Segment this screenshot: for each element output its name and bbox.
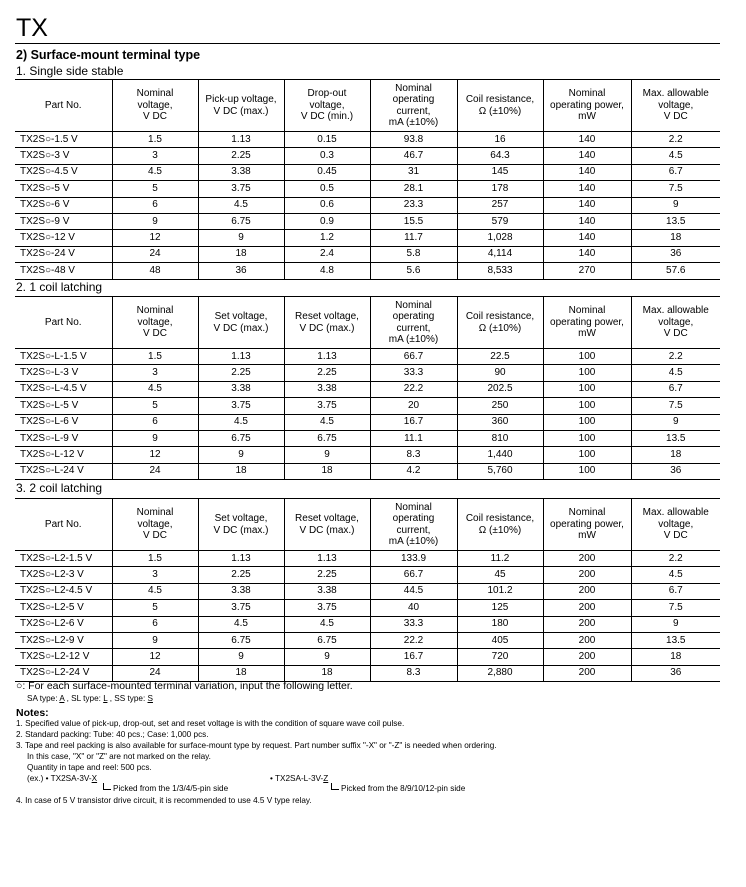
value-cell: 5 [112, 181, 198, 197]
value-cell: 4.5 [284, 616, 370, 632]
value-cell: 7.5 [631, 181, 720, 197]
column-header: Nominal operating power, mW [543, 80, 631, 132]
table-row [15, 213, 720, 229]
value-cell: 4.5 [631, 567, 720, 583]
value-cell: 405 [457, 632, 543, 648]
part-number-cell: TX2S○-L2-6 V [15, 616, 112, 632]
table-row [15, 463, 720, 479]
value-cell: 200 [543, 616, 631, 632]
value-cell: 140 [543, 164, 631, 180]
value-cell: 28.1 [370, 181, 457, 197]
value-cell: 24 [112, 246, 198, 262]
table-row [15, 616, 720, 632]
part-number-cell: TX2S○-L2-3 V [15, 567, 112, 583]
part-number-cell: TX2S○-4.5 V [15, 164, 112, 180]
value-cell: 3 [112, 148, 198, 164]
value-cell: 13.5 [631, 213, 720, 229]
value-cell: 18 [631, 649, 720, 665]
column-header: Reset voltage, V DC (max.) [284, 499, 370, 551]
value-cell: 0.5 [284, 181, 370, 197]
column-header: Coil resistance, Ω (±10%) [457, 499, 543, 551]
value-cell: 16.7 [370, 649, 457, 665]
footnote-variation: ○: For each surface-mounted terminal variation, input the following letter. [16, 680, 353, 692]
value-cell: 0.6 [284, 197, 370, 213]
value-cell: 2.2 [631, 551, 720, 567]
value-cell: 6.7 [631, 583, 720, 599]
value-cell: 9 [112, 213, 198, 229]
example-prefix: (ex.) • [27, 774, 51, 783]
bracket-pointer-icon [103, 783, 111, 790]
value-cell: 3.75 [284, 398, 370, 414]
table-row [15, 632, 720, 648]
table-row [15, 181, 720, 197]
column-header: Reset voltage, V DC (max.) [284, 297, 370, 349]
value-cell: 6.75 [284, 632, 370, 648]
value-cell: 3.38 [284, 583, 370, 599]
value-cell: 810 [457, 430, 543, 446]
value-cell: 12 [112, 230, 198, 246]
value-cell: 3.75 [284, 600, 370, 616]
value-cell: 2.25 [198, 148, 284, 164]
value-cell: 180 [457, 616, 543, 632]
column-header: Max. allowable voltage, V DC [631, 297, 720, 349]
value-cell: 4.5 [198, 414, 284, 430]
value-cell: 100 [543, 430, 631, 446]
value-cell: 0.45 [284, 164, 370, 180]
value-cell: 9 [198, 649, 284, 665]
value-cell: 45 [457, 567, 543, 583]
value-cell: 4.8 [284, 263, 370, 279]
note-1: 1. Specified value of pick-up, drop-out, set and reset voltage is with the condition of square wave coil pulse. [16, 719, 405, 728]
value-cell: 5,760 [457, 463, 543, 479]
part-number-cell: TX2S○-L-5 V [15, 398, 112, 414]
note-3-quantity: Quantity in tape and reel: 500 pcs. [27, 763, 152, 772]
table-row [15, 365, 720, 381]
value-cell: 3.75 [198, 600, 284, 616]
table-row [15, 349, 720, 365]
table-row [15, 246, 720, 262]
part-number-cell: TX2S○-L2-1.5 V [15, 551, 112, 567]
value-cell: 16 [457, 132, 543, 148]
value-cell: 6 [112, 616, 198, 632]
column-header: Nominal operating power, mW [543, 297, 631, 349]
value-cell: 93.8 [370, 132, 457, 148]
value-cell: 3 [112, 365, 198, 381]
column-header: Max. allowable voltage, V DC [631, 80, 720, 132]
example-left-suffix: X [91, 774, 98, 783]
value-cell: 7.5 [631, 600, 720, 616]
value-cell: 15.5 [370, 213, 457, 229]
type-sa-letter: A [59, 694, 65, 703]
value-cell: 2.25 [284, 567, 370, 583]
value-cell: 100 [543, 381, 631, 397]
value-cell: 2.25 [198, 567, 284, 583]
column-header: Coil resistance, Ω (±10%) [457, 80, 543, 132]
table-1-subtitle: 1. Single side stable [16, 64, 124, 78]
part-number-cell: TX2S○-L2-9 V [15, 632, 112, 648]
value-cell: 2.4 [284, 246, 370, 262]
value-cell: 9 [198, 447, 284, 463]
value-cell: 16.7 [370, 414, 457, 430]
value-cell: 4.5 [631, 365, 720, 381]
value-cell: 1.13 [198, 551, 284, 567]
part-number-cell: TX2S○-9 V [15, 213, 112, 229]
column-header: Nominal operating power, mW [543, 499, 631, 551]
part-number-cell: TX2S○-L-24 V [15, 463, 112, 479]
table-row [15, 649, 720, 665]
value-cell: 2.2 [631, 132, 720, 148]
value-cell: 4.5 [198, 616, 284, 632]
part-number-cell: TX2S○-L2-24 V [15, 665, 112, 681]
value-cell: 18 [198, 665, 284, 681]
value-cell: 18 [631, 230, 720, 246]
bracket-pointer-icon [331, 783, 339, 790]
value-cell: 12 [112, 649, 198, 665]
value-cell: 31 [370, 164, 457, 180]
value-cell: 100 [543, 398, 631, 414]
value-cell: 145 [457, 164, 543, 180]
page-title: TX [16, 14, 48, 42]
table-row [15, 447, 720, 463]
value-cell: 140 [543, 246, 631, 262]
value-cell: 4.2 [370, 463, 457, 479]
value-cell: 140 [543, 230, 631, 246]
example-right [270, 774, 328, 784]
value-cell: 18 [284, 463, 370, 479]
value-cell: 4.5 [198, 197, 284, 213]
column-header: Nominal voltage, V DC [112, 297, 198, 349]
value-cell: 200 [543, 632, 631, 648]
value-cell: 360 [457, 414, 543, 430]
value-cell: 8.3 [370, 447, 457, 463]
value-cell: 46.7 [370, 148, 457, 164]
table-row [15, 164, 720, 180]
value-cell: 11.1 [370, 430, 457, 446]
value-cell: 24 [112, 463, 198, 479]
value-cell: 5 [112, 600, 198, 616]
value-cell: 3.38 [198, 583, 284, 599]
value-cell: 140 [543, 213, 631, 229]
value-cell: 2.25 [284, 365, 370, 381]
value-cell: 125 [457, 600, 543, 616]
value-cell: 0.9 [284, 213, 370, 229]
example-right-caption: Picked from the 8/9/10/12-pin side [331, 784, 465, 794]
table-row [15, 197, 720, 213]
value-cell: 33.3 [370, 365, 457, 381]
part-number-cell: TX2S○-3 V [15, 148, 112, 164]
value-cell: 200 [543, 551, 631, 567]
note-2: 2. Standard packing: Tube: 40 pcs.; Case: 1,000 pcs. [16, 730, 209, 739]
value-cell: 6.7 [631, 164, 720, 180]
column-header: Nominal operating current, mA (±10%) [370, 297, 457, 349]
value-cell: 270 [543, 263, 631, 279]
part-number-cell: TX2S○-L-12 V [15, 447, 112, 463]
value-cell: 133.9 [370, 551, 457, 567]
value-cell: 13.5 [631, 632, 720, 648]
part-number-cell: TX2S○-L2-12 V [15, 649, 112, 665]
table-row [15, 398, 720, 414]
table-row [15, 414, 720, 430]
value-cell: 4.5 [631, 148, 720, 164]
example-left-part: TX2SA-3V- [50, 774, 92, 783]
value-cell: 6.75 [284, 430, 370, 446]
two-coil-latching-table [15, 498, 720, 682]
value-cell: 4,114 [457, 246, 543, 262]
column-header: Part No. [15, 297, 112, 349]
value-cell: 1.13 [198, 132, 284, 148]
value-cell: 36 [631, 665, 720, 681]
value-cell: 13.5 [631, 430, 720, 446]
value-cell: 3.75 [198, 398, 284, 414]
value-cell: 579 [457, 213, 543, 229]
value-cell: 5.8 [370, 246, 457, 262]
value-cell: 18 [198, 463, 284, 479]
part-number-cell: TX2S○-L-6 V [15, 414, 112, 430]
value-cell: 18 [631, 447, 720, 463]
type-sa-label: SA type: [27, 694, 60, 703]
table-row [15, 148, 720, 164]
value-cell: 2.25 [198, 365, 284, 381]
value-cell: 100 [543, 349, 631, 365]
title-divider [15, 43, 720, 44]
value-cell: 6.7 [631, 381, 720, 397]
value-cell: 140 [543, 132, 631, 148]
value-cell: 6.75 [198, 632, 284, 648]
value-cell: 6 [112, 414, 198, 430]
table-row [15, 583, 720, 599]
value-cell: 4.5 [112, 583, 198, 599]
value-cell: 40 [370, 600, 457, 616]
part-number-cell: TX2S○-12 V [15, 230, 112, 246]
value-cell: 18 [284, 665, 370, 681]
value-cell: 100 [543, 414, 631, 430]
value-cell: 7.5 [631, 398, 720, 414]
example-right-bullet: • [270, 774, 275, 783]
type-sl-letter: L [103, 694, 108, 703]
table-row [15, 430, 720, 446]
value-cell: 23.3 [370, 197, 457, 213]
part-number-cell: TX2S○-48 V [15, 263, 112, 279]
value-cell: 1.5 [112, 551, 198, 567]
value-cell: 64.3 [457, 148, 543, 164]
value-cell: 36 [198, 263, 284, 279]
value-cell: 2.2 [631, 349, 720, 365]
example-right-suffix: Z [323, 774, 329, 783]
value-cell: 2,880 [457, 665, 543, 681]
column-header: Nominal operating current, mA (±10%) [370, 80, 457, 132]
column-header: Nominal voltage, V DC [112, 80, 198, 132]
table-row [15, 567, 720, 583]
table-2-subtitle: 2. 1 coil latching [16, 280, 103, 294]
value-cell: 200 [543, 665, 631, 681]
value-cell: 36 [631, 463, 720, 479]
type-ss-label: SS type: [114, 694, 148, 703]
header-row [15, 499, 720, 551]
value-cell: 22.2 [370, 632, 457, 648]
value-cell: 1.5 [112, 349, 198, 365]
part-number-cell: TX2S○-L2-5 V [15, 600, 112, 616]
column-header: Coil resistance, Ω (±10%) [457, 297, 543, 349]
value-cell: 12 [112, 447, 198, 463]
part-number-cell: TX2S○-1.5 V [15, 132, 112, 148]
table-row [15, 381, 720, 397]
value-cell: 11.2 [457, 551, 543, 567]
column-header: Pick-up voltage, V DC (max.) [198, 80, 284, 132]
value-cell: 8,533 [457, 263, 543, 279]
value-cell: 0.15 [284, 132, 370, 148]
footnote-type-letters: SA type: A , SL type: L , SS type: S [27, 694, 153, 703]
type-sl-label: SL type: [71, 694, 104, 703]
value-cell: 1,028 [457, 230, 543, 246]
value-cell: 140 [543, 197, 631, 213]
value-cell: 250 [457, 398, 543, 414]
table-3-subtitle: 3. 2 coil latching [16, 481, 103, 495]
example-left-caption: Picked from the 1/3/4/5-pin side [103, 784, 228, 794]
value-cell: 66.7 [370, 349, 457, 365]
column-header: Set voltage, V DC (max.) [198, 499, 284, 551]
value-cell: 1.5 [112, 132, 198, 148]
value-cell: 66.7 [370, 567, 457, 583]
single-side-stable-table [15, 79, 720, 280]
value-cell: 200 [543, 567, 631, 583]
value-cell: 9 [112, 632, 198, 648]
value-cell: 202.5 [457, 381, 543, 397]
value-cell: 48 [112, 263, 198, 279]
value-cell: 44.5 [370, 583, 457, 599]
column-header: Drop-out voltage, V DC (min.) [284, 80, 370, 132]
value-cell: 36 [631, 246, 720, 262]
table-row [15, 600, 720, 616]
value-cell: 257 [457, 197, 543, 213]
header-row [15, 80, 720, 132]
value-cell: 8.3 [370, 665, 457, 681]
value-cell: 200 [543, 583, 631, 599]
column-header: Max. allowable voltage, V DC [631, 499, 720, 551]
value-cell: 1.13 [284, 349, 370, 365]
value-cell: 57.6 [631, 263, 720, 279]
value-cell: 9 [631, 414, 720, 430]
value-cell: 140 [543, 148, 631, 164]
part-number-cell: TX2S○-L-4.5 V [15, 381, 112, 397]
value-cell: 1.2 [284, 230, 370, 246]
notes-heading: Notes: [16, 707, 49, 719]
value-cell: 18 [198, 246, 284, 262]
table-row [15, 263, 720, 279]
value-cell: 1.13 [198, 349, 284, 365]
part-number-cell: TX2S○-L2-4.5 V [15, 583, 112, 599]
part-number-cell: TX2S○-L-1.5 V [15, 349, 112, 365]
value-cell: 100 [543, 365, 631, 381]
value-cell: 5 [112, 398, 198, 414]
note-4: 4. In case of 5 V transistor drive circuit, it is recommended to use 4.5 V type relay. [16, 796, 312, 805]
value-cell: 3.38 [284, 381, 370, 397]
part-number-cell: TX2S○-24 V [15, 246, 112, 262]
value-cell: 101.2 [457, 583, 543, 599]
note-3-line-2: In this case, "X" or "Z" are not marked on the relay. [27, 752, 211, 761]
value-cell: 24 [112, 665, 198, 681]
value-cell: 6.75 [198, 430, 284, 446]
value-cell: 4.5 [112, 381, 198, 397]
value-cell: 9 [198, 230, 284, 246]
value-cell: 9 [112, 430, 198, 446]
value-cell: 0.3 [284, 148, 370, 164]
note-3: 3. Tape and reel packing is also available for surface-mount type by request. Part number suffix "-X" or "-Z" is needed when ordering. [16, 741, 497, 750]
value-cell: 100 [543, 463, 631, 479]
column-header: Set voltage, V DC (max.) [198, 297, 284, 349]
value-cell: 22.2 [370, 381, 457, 397]
part-number-cell: TX2S○-5 V [15, 181, 112, 197]
value-cell: 720 [457, 649, 543, 665]
part-number-cell: TX2S○-6 V [15, 197, 112, 213]
value-cell: 11.7 [370, 230, 457, 246]
value-cell: 4.5 [112, 164, 198, 180]
header-row [15, 297, 720, 349]
value-cell: 3.38 [198, 381, 284, 397]
value-cell: 1,440 [457, 447, 543, 463]
column-header: Nominal operating current, mA (±10%) [370, 499, 457, 551]
value-cell: 3.38 [198, 164, 284, 180]
section-heading: 2) Surface-mount terminal type [16, 48, 201, 62]
value-cell: 20 [370, 398, 457, 414]
value-cell: 100 [543, 447, 631, 463]
value-cell: 3.75 [198, 181, 284, 197]
value-cell: 3 [112, 567, 198, 583]
value-cell: 1.13 [284, 551, 370, 567]
example-right-part: TX2SA-L-3V- [275, 774, 324, 783]
value-cell: 6 [112, 197, 198, 213]
value-cell: 6.75 [198, 213, 284, 229]
value-cell: 200 [543, 600, 631, 616]
column-header: Nominal voltage, V DC [112, 499, 198, 551]
value-cell: 200 [543, 649, 631, 665]
value-cell: 178 [457, 181, 543, 197]
value-cell: 22.5 [457, 349, 543, 365]
example-left [27, 774, 97, 784]
part-number-cell: TX2S○-L-9 V [15, 430, 112, 446]
column-header: Part No. [15, 80, 112, 132]
table-row [15, 132, 720, 148]
value-cell: 33.3 [370, 616, 457, 632]
table-row [15, 230, 720, 246]
value-cell: 9 [631, 616, 720, 632]
column-header: Part No. [15, 499, 112, 551]
value-cell: 9 [284, 447, 370, 463]
value-cell: 5.6 [370, 263, 457, 279]
one-coil-latching-table [15, 296, 720, 480]
type-ss-letter: S [147, 694, 153, 703]
table-row [15, 551, 720, 567]
part-number-cell: TX2S○-L-3 V [15, 365, 112, 381]
value-cell: 9 [631, 197, 720, 213]
value-cell: 9 [284, 649, 370, 665]
value-cell: 140 [543, 181, 631, 197]
value-cell: 90 [457, 365, 543, 381]
value-cell: 4.5 [284, 414, 370, 430]
